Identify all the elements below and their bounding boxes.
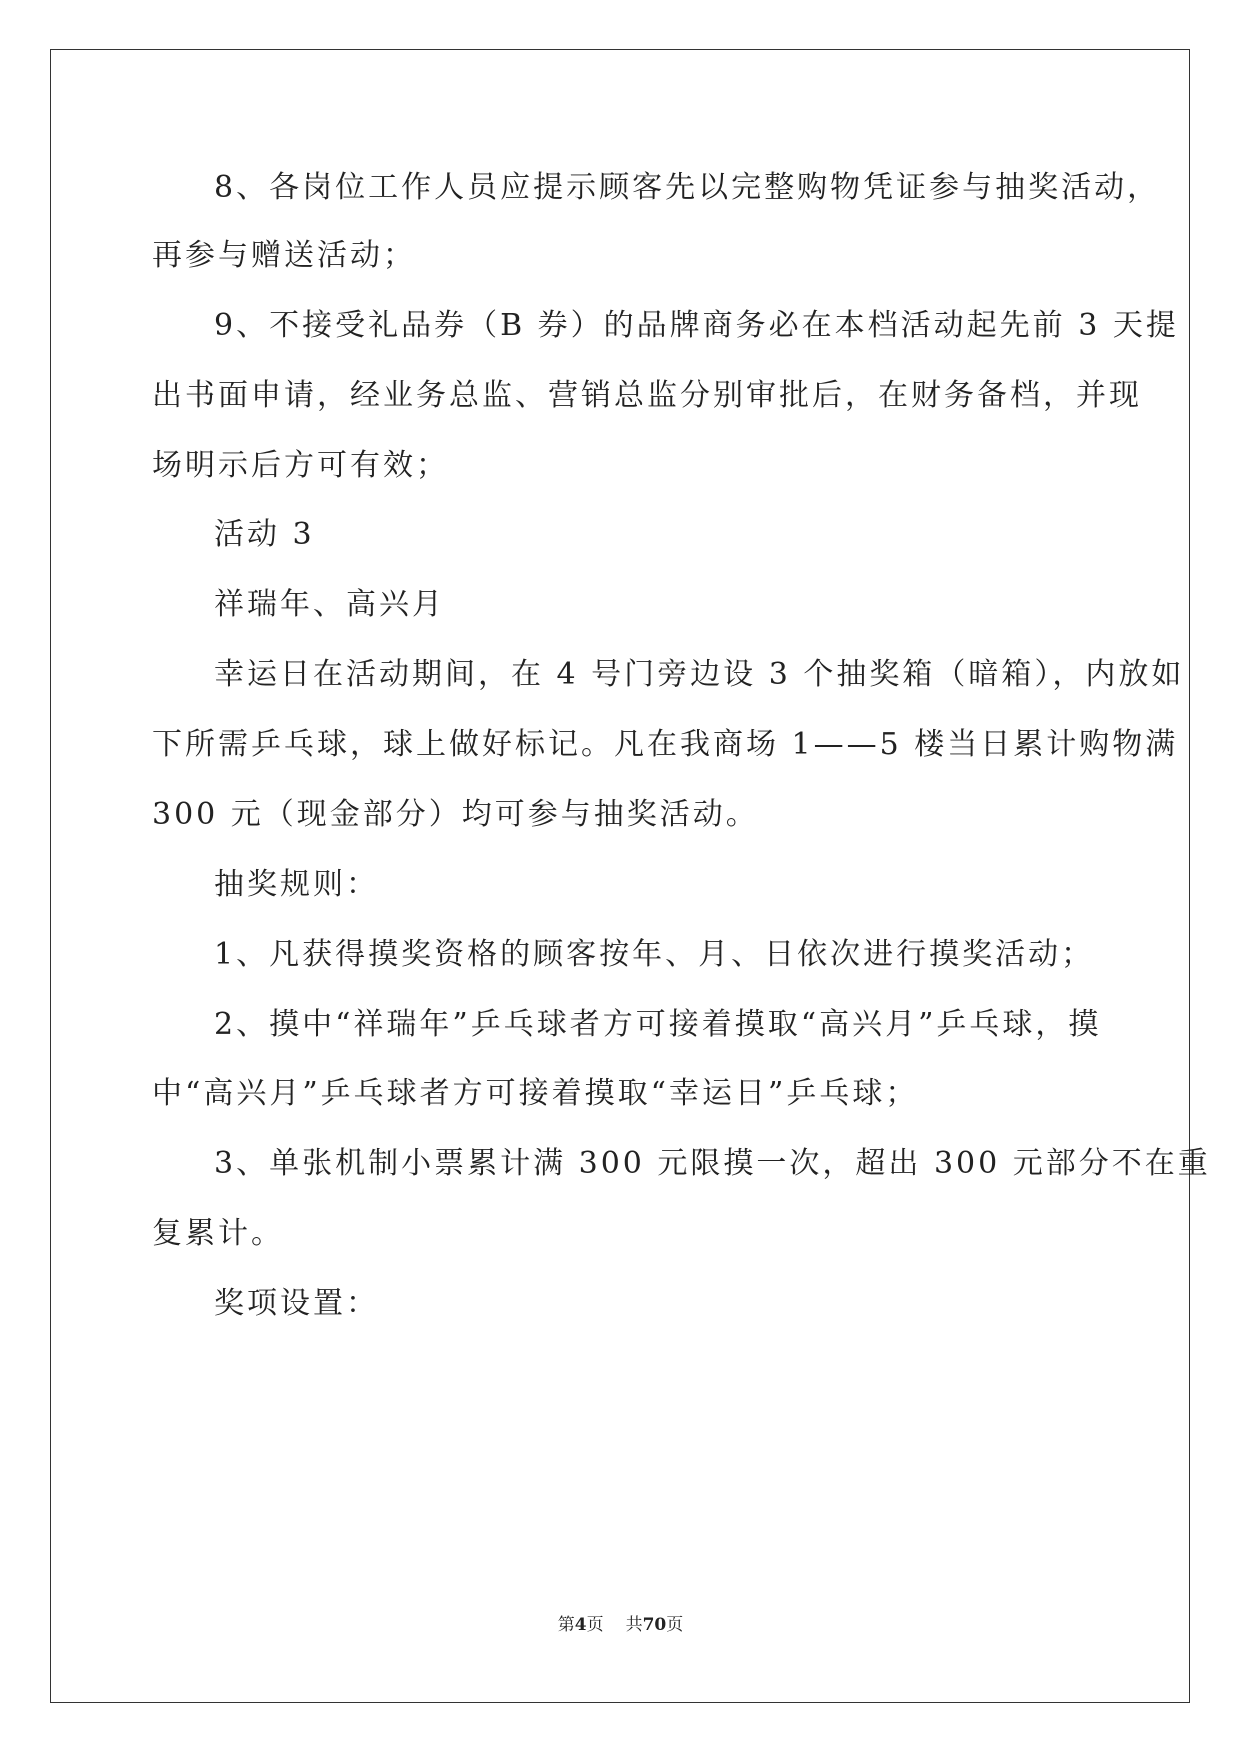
paragraph-line: 复累计。: [152, 1216, 284, 1251]
prizes-heading: 奖项设置：: [214, 1286, 379, 1321]
paragraph-line: 2、摸中“祥瑞年”乒乓球者方可接着摸取“高兴月”乒乓球，摸: [214, 1007, 1102, 1042]
paragraph-line: 场明示后方可有效；: [152, 448, 449, 483]
paragraph-line: 9、不接受礼品券（B 券）的品牌商务必在本档活动起先前 3 天提: [214, 308, 1179, 343]
paragraph-line: 出书面申请，经业务总监、营销总监分别审批后，在财务备档，并现: [152, 378, 1142, 413]
page-footer: [0, 1610, 1241, 1635]
paragraph-line: 下所需乒乓球，球上做好标记。凡在我商场 1——5 楼当日累计购物满: [152, 727, 1179, 762]
total-suffix: 页: [666, 1615, 684, 1635]
section-heading: 活动 3: [214, 517, 315, 552]
paragraph-line: 300 元（现金部分）均可参与抽奖活动。: [152, 797, 759, 832]
paragraph-line: 1、凡获得摸奖资格的顾客按年、月、日依次进行摸奖活动；: [214, 937, 1095, 972]
section-subheading: 祥瑞年、高兴月: [214, 587, 445, 622]
paragraph-line: 幸运日在活动期间，在 4 号门旁边设 3 个抽奖箱（暗箱），内放如: [214, 657, 1185, 692]
page-suffix: 页: [586, 1615, 604, 1635]
total-pages: 70: [642, 1615, 667, 1635]
page-prefix: 第: [557, 1615, 575, 1635]
paragraph-line: 8、各岗位工作人员应提示顾客先以完整购物凭证参与抽奖活动，: [214, 170, 1161, 205]
page-number: 4: [574, 1615, 587, 1635]
paragraph-line: 再参与赠送活动；: [152, 238, 416, 273]
rules-heading: 抽奖规则：: [214, 867, 379, 902]
paragraph-line: 中“高兴月”乒乓球者方可接着摸取“幸运日”乒乓球；: [152, 1076, 919, 1111]
paragraph-line: 3、单张机制小票累计满 300 元限摸一次，超出 300 元部分不在重: [214, 1146, 1211, 1181]
total-prefix: 共: [625, 1615, 643, 1635]
